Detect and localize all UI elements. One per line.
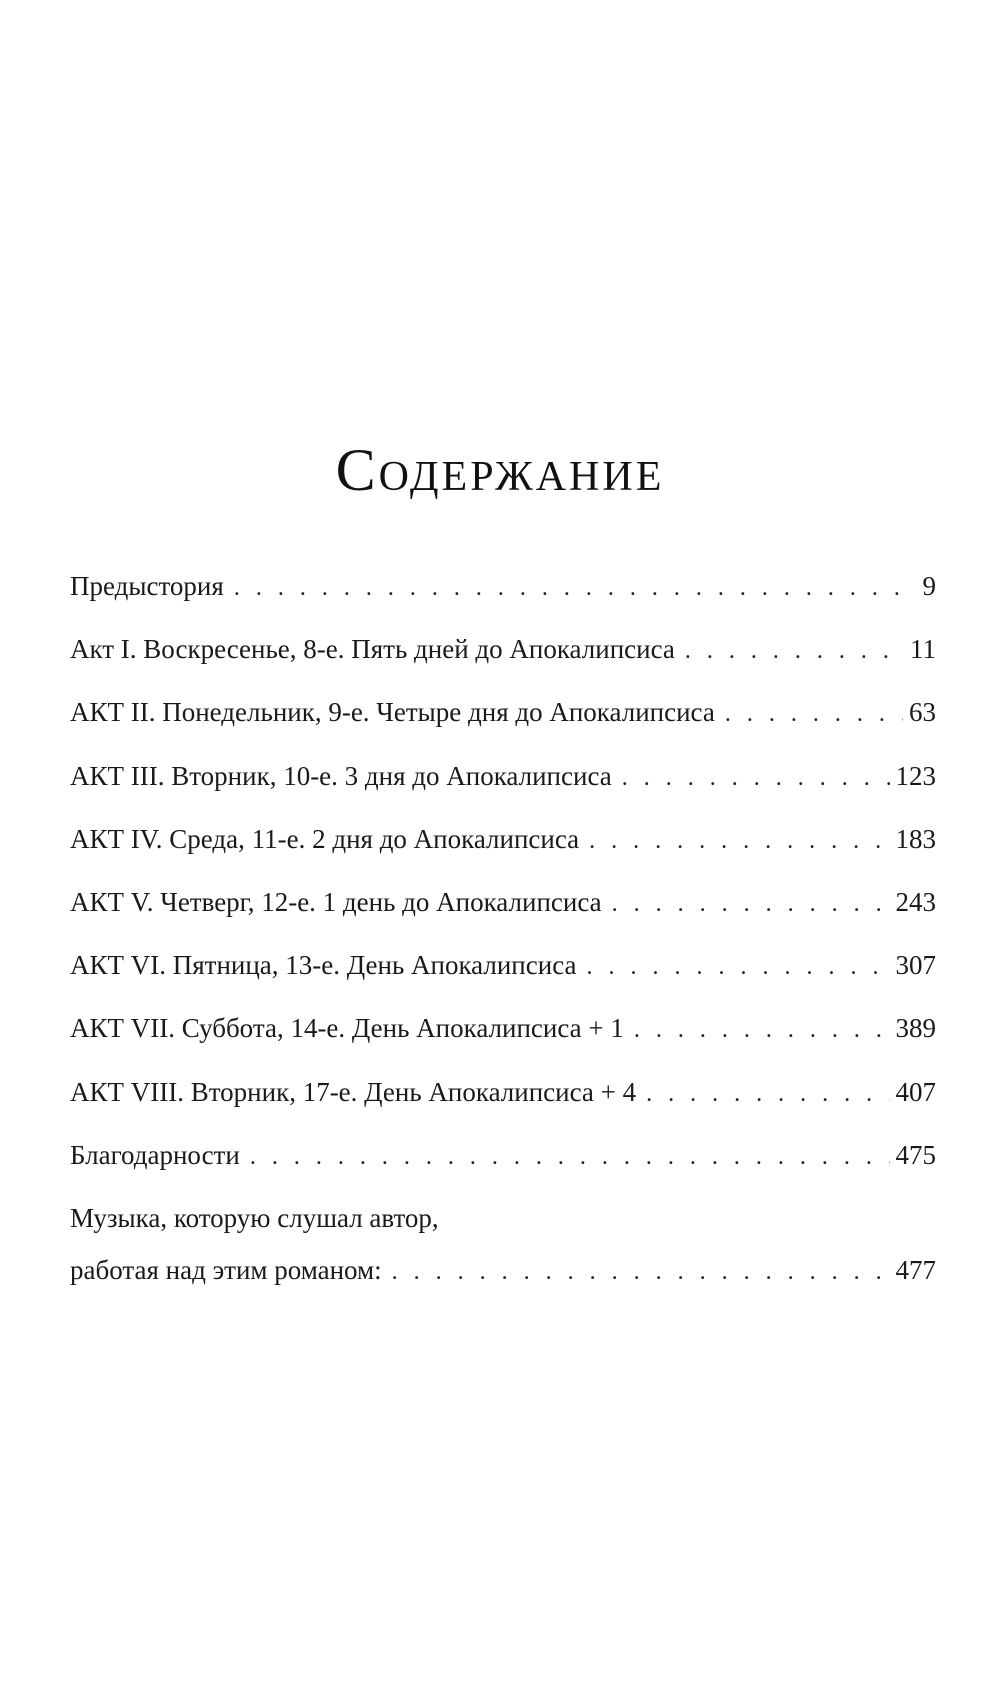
toc-entry (70, 1015, 936, 1078)
toc-entry (70, 952, 936, 1015)
toc-entry-page: 123 (895, 760, 936, 791)
toc-entry (70, 699, 936, 762)
dot-leader (392, 1260, 890, 1284)
dot-leader (587, 955, 890, 979)
toc-entry-label-line2: работая над этим романом: (70, 1254, 382, 1285)
toc-entry (70, 1076, 936, 1142)
toc-entry-page: 389 (895, 1013, 936, 1044)
page-title: Содержание (335, 437, 665, 503)
toc-entry-label: АКТ III. Вторник, 10-е. 3 дня до Апокалипсиса (70, 760, 612, 791)
toc-entry-label: Благодарности (70, 1139, 240, 1170)
toc-entry-label: АКТ VI. Пятница, 13-е. День Апокалипсиса (70, 950, 577, 981)
table-of-contents (70, 573, 936, 1320)
dot-leader (685, 639, 904, 663)
toc-entry-label-line1: Музыка, которую слушал автор, (70, 1202, 439, 1233)
toc-entry-page: 63 (909, 697, 936, 728)
dot-leader (622, 766, 890, 790)
dot-leader (725, 702, 903, 726)
toc-entry (70, 760, 936, 826)
toc-entry-label: АКТ IV. Среда, 11-е. 2 дня до Апокалипсиса (70, 823, 580, 854)
toc-entry-page: 9 (922, 571, 936, 601)
toc-entry-multiline (70, 1202, 936, 1320)
toc-entry-label: Акт I. Воскресенье, 8-е. Пять дней до Апокалипсиса (70, 634, 675, 665)
dot-leader (234, 576, 917, 600)
toc-entry-page: 11 (910, 634, 936, 665)
dot-leader (634, 1018, 890, 1042)
toc-entry (70, 886, 936, 952)
toc-entry-page: 307 (895, 950, 936, 981)
toc-entry-label: АКТ VIII. Вторник, 17-е. День Апокалипсиса + 4 (70, 1076, 637, 1107)
dot-leader (589, 829, 889, 853)
toc-entry-page: 407 (895, 1076, 936, 1107)
toc-entry-label: АКТ II. Понедельник, 9-е. Четыре дня до Апокалипсиса (70, 697, 715, 728)
toc-entry (70, 1254, 936, 1320)
toc-entry-page: 243 (895, 886, 936, 917)
toc-entry (70, 823, 936, 889)
toc-entry-label: АКТ VII. Суббота, 14-е. День Апокалипсиса + 1 (70, 1013, 624, 1044)
dot-leader (646, 1082, 889, 1106)
toc-entry (70, 636, 936, 699)
dot-leader (612, 892, 890, 916)
toc-entry-page: 477 (895, 1254, 936, 1285)
toc-entry-page: 183 (895, 823, 936, 854)
toc-entry-label: АКТ V. Четверг, 12-е. 1 день до Апокалипсиса (70, 886, 602, 917)
toc-entry-page: 475 (895, 1139, 936, 1170)
dot-leader (250, 1145, 890, 1169)
toc-entry (70, 573, 936, 636)
toc-entry-label: Предыстория (70, 571, 224, 601)
toc-entry (70, 1139, 936, 1205)
